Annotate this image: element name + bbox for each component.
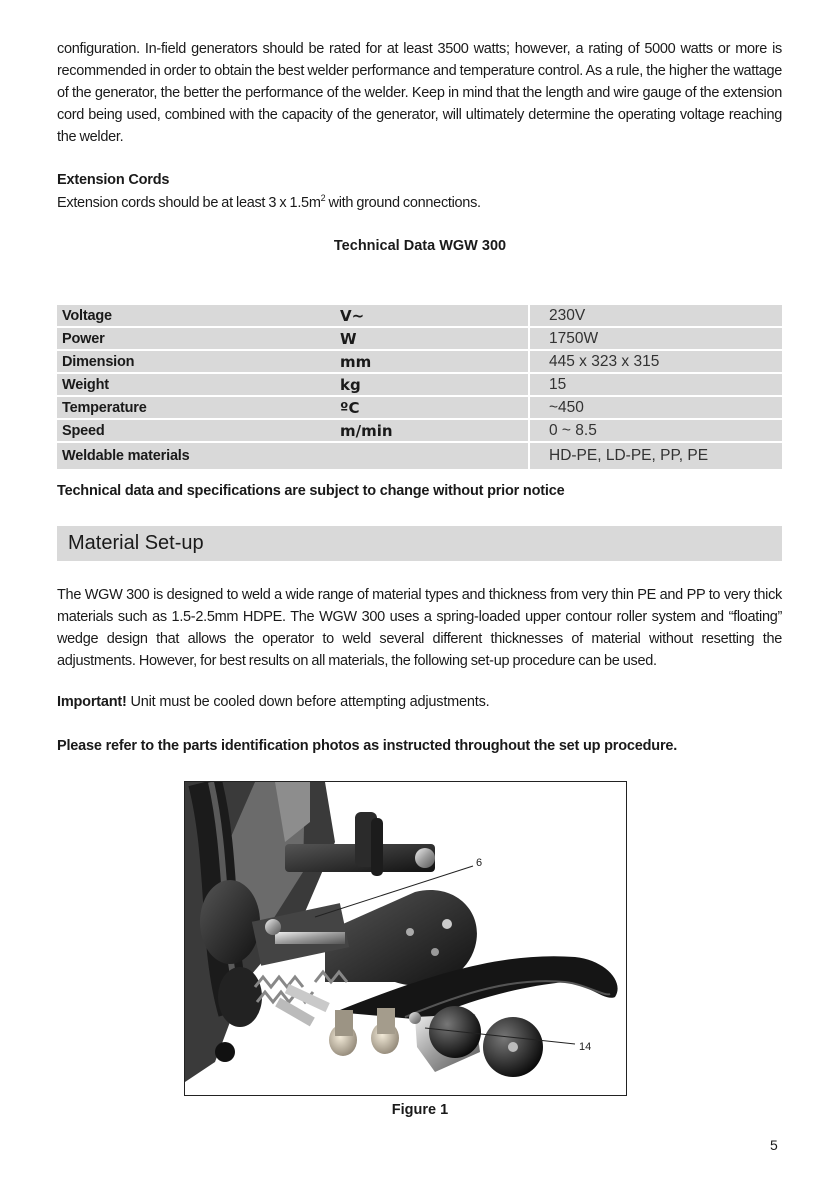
extension-cords-text-tail: with ground connections. (325, 195, 481, 211)
tech-data-table (57, 305, 782, 471)
spec-value: 1750W (530, 327, 782, 350)
page-number: 5 (770, 1137, 778, 1153)
spec-label: Power (57, 327, 335, 350)
spec-value: HD-PE, LD-PE, PP, PE (530, 442, 782, 470)
spec-value: 15 (530, 373, 782, 396)
table-row (57, 373, 782, 396)
table-row (57, 327, 782, 350)
table-row (57, 305, 782, 327)
spec-unit: kg (335, 373, 528, 396)
important-label: Important! (57, 694, 127, 710)
callout-label: 6 (476, 857, 483, 869)
intro-paragraph: configuration. In-field generators should be rated for at least 3500 watts; however, a rating of 5000 watts or more is recommended in order to obtain the best welder performance and temperature control. As a rule, the higher the wattage of the generator, the better the performance of the welder. Keep in mind that the length and wire gauge of the extension cord being used, combined with the capacity of the generator, will ultimately determine the operating voltage reaching the welder. (57, 41, 782, 145)
spec-notice: Technical data and specifications are subject to change without prior notice (57, 483, 565, 499)
spec-label: Weight (57, 373, 335, 396)
extension-cords-text (57, 192, 782, 214)
tech-data-title: Technical Data WGW 300 (333, 238, 507, 254)
material-setup-paragraph: The WGW 300 is designed to weld a wide range of material types and thickness from very thin PE and PP to very thick materials such as 1.5-2.5mm HDPE. The WGW 300 uses a spring-loaded upper contour roller system and “floating” wedge design that allows the operator to weld several different thicknesses of material without resetting the adjustments. However, for best results on all materials, the following set-up procedure can be used. (57, 587, 782, 669)
spec-label: Dimension (57, 350, 335, 373)
spec-unit: mm (335, 350, 528, 373)
spec-unit: m/min (335, 419, 528, 442)
table-row (57, 396, 782, 419)
spec-value: 230V (530, 305, 782, 327)
table-row (57, 419, 782, 442)
spec-value: ~450 (530, 396, 782, 419)
welder-photo-illustration (185, 782, 625, 1094)
refer-photos-note: Please refer to the parts identification photos as instructed throughout the set up procedure. (57, 738, 678, 754)
extension-cords-text-main: Extension cords should be at least 3 x 1.5m (57, 195, 321, 211)
spec-label: Speed (57, 419, 335, 442)
extension-cords-heading: Extension Cords (57, 172, 170, 188)
spec-unit: V~ (335, 305, 528, 327)
figure-caption: Figure 1 (391, 1102, 449, 1118)
spec-label: Temperature (57, 396, 335, 419)
figure-1-photo (184, 781, 627, 1096)
spec-label: Voltage (57, 305, 335, 327)
spec-value: 445 x 323 x 315 (530, 350, 782, 373)
superscript: 2 (320, 193, 326, 204)
spec-unit (335, 442, 528, 470)
callout-label: 14 (579, 1041, 592, 1053)
spec-value: 0 ~ 8.5 (530, 419, 782, 442)
section-heading-material-setup: Material Set-up (57, 526, 782, 561)
spec-unit: ºC (335, 396, 528, 419)
spec-unit: W (335, 327, 528, 350)
important-text: Unit must be cooled down before attempting adjustments. (126, 694, 490, 710)
spec-label: Weldable materials (57, 442, 335, 470)
table-row (57, 442, 782, 470)
important-note (57, 694, 489, 710)
table-row (57, 350, 782, 373)
